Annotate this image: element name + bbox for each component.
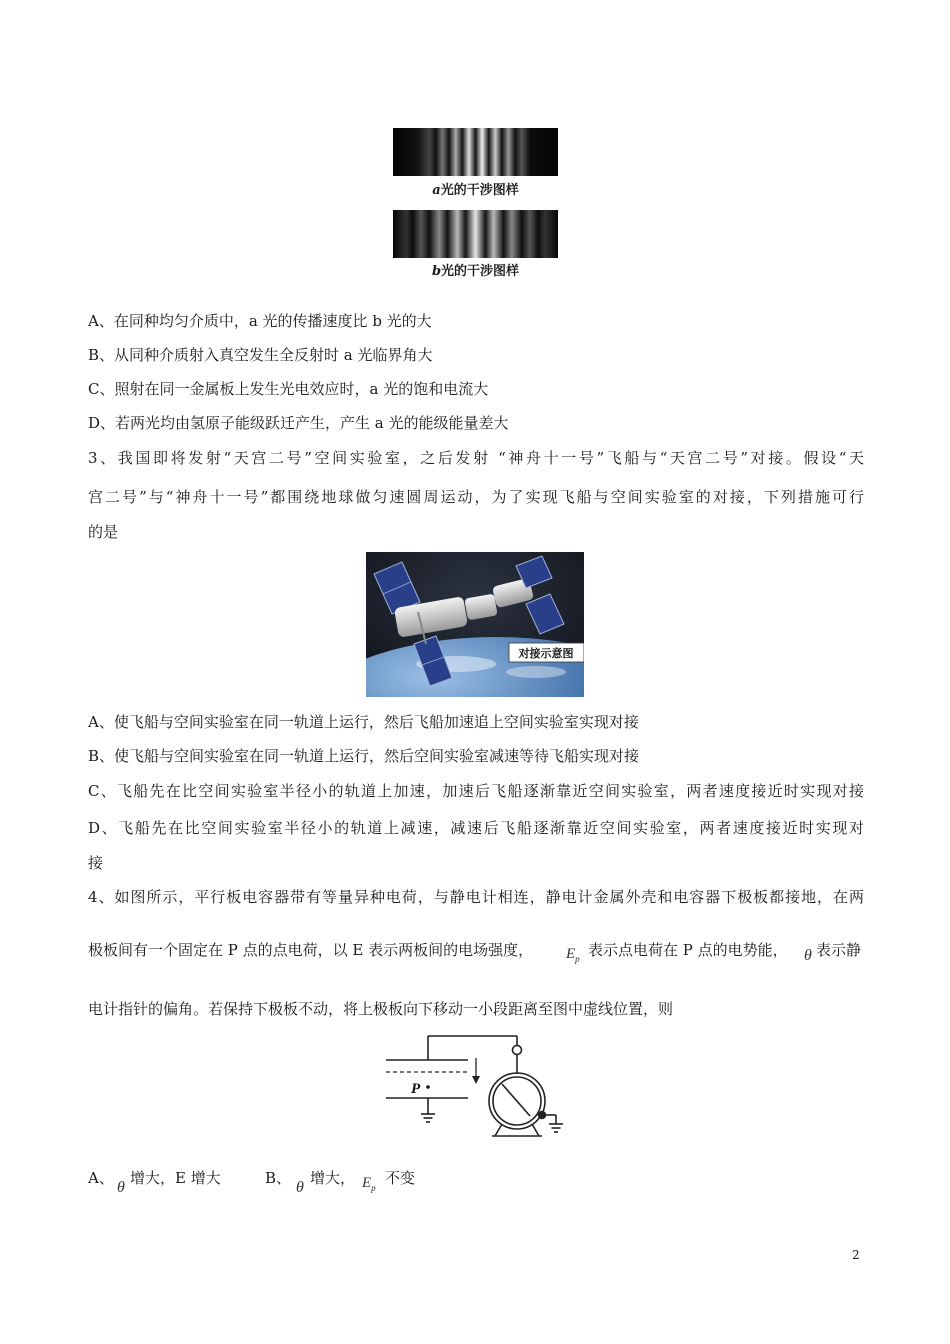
q3-option-c: C、飞船先在比空间实验室半径小的轨道上加速，加速后飞船逐渐靠近空间实验室，两者速度接近时实现对接 <box>88 782 864 800</box>
q4-stem-line2b: 表示点电荷在 P 点的电势能， <box>588 941 788 959</box>
q4-option-a-theta: θ <box>117 1179 125 1196</box>
capacitor-electrometer-diagram <box>380 1032 575 1144</box>
q3-stem-line2: 宫二号”与“神舟十一号”都围绕地球做匀速圆周运动，为了实现飞船与空间实验室的对接，下列措施可行 <box>88 488 864 506</box>
q2-option-d: D、若两光均由氢原子能级跃迁产生，产生 a 光的能级能量差大 <box>88 414 509 432</box>
q4-option-a-text: 增大，E 增大 <box>130 1169 221 1187</box>
interference-pattern-a <box>393 128 558 176</box>
q4-stem-line2c: 表示静 <box>816 941 862 959</box>
docking-illustration <box>366 552 584 697</box>
page-number: 2 <box>852 1248 860 1262</box>
q4-option-b-ep-p: p <box>371 1183 376 1193</box>
caption-b <box>393 260 558 279</box>
q3-option-d: D、飞船先在比空间实验室半径小的轨道上减速，减速后飞船逐渐靠近空间实验室，两者速度接近时实现对 <box>88 819 864 837</box>
q3-option-b: B、使飞船与空间实验室在同一轨道上运行，然后空间实验室减速等待飞船实现对接 <box>88 747 640 765</box>
q2-option-b: B、从同种介质射入真空发生全反射时 a 光临界角大 <box>88 346 433 364</box>
caption-a-text: 光的干涉图样 <box>440 183 519 198</box>
caption-b-var: b <box>431 264 442 279</box>
q4-option-b-label: B、 <box>265 1169 292 1187</box>
q3-stem-line3: 的是 <box>88 523 119 541</box>
q4-sym-ep-p: p <box>575 954 580 964</box>
q4-option-b-ep <box>362 1175 376 1193</box>
q4-sym-theta: θ <box>804 947 812 964</box>
q3-option-a: A、使飞船与空间实验室在同一轨道上运行，然后飞船加速追上空间实验室实现对接 <box>88 713 639 731</box>
q2-option-c: C、照射在同一金属板上发生光电效应时，a 光的饱和电流大 <box>88 380 489 398</box>
q4-stem-line3: 电计指针的偏角。若保持下极板不动，将上极板向下移动一小段距离至图中虚线位置，则 <box>88 1000 674 1018</box>
q2-option-a: A、在同种均匀介质中，a 光的传播速度比 b 光的大 <box>88 312 432 330</box>
interference-pattern-b <box>393 210 558 258</box>
q4-option-b-theta: θ <box>296 1179 304 1196</box>
q4-option-b-text1: 增大， <box>310 1169 356 1187</box>
caption-a <box>393 179 558 198</box>
q3-option-d-cont: 接 <box>88 854 104 872</box>
docking-figure-label: 对接示意图 <box>518 647 574 660</box>
q3-stem-line1: 3、我国即将发射“天宫二号”空间实验室，之后发射 “神舟十一号”飞船与“天宫二号”对接。假设“天 <box>88 449 864 467</box>
q4-option-b-ep-e: E <box>362 1175 372 1191</box>
caption-a-var: a <box>432 183 441 198</box>
q4-sym-ep-e: E <box>566 946 576 962</box>
caption-b-text: 光的干涉图样 <box>441 264 520 279</box>
q4-stem-line2a: 极板间有一个固定在 P 点的点电荷，以 E 表示两板间的电场强度， <box>88 941 534 959</box>
q4-option-a-label: A、 <box>88 1169 114 1187</box>
q4-stem-line1: 4、如图所示，平行板电容器带有等量异种电荷，与静电计相连，静电计金属外壳和电容器下极板都接地，在两 <box>88 888 864 906</box>
diagram-label-p: P <box>411 1081 421 1097</box>
q4-option-b-text2: 不变 <box>385 1169 416 1187</box>
q4-sym-ep <box>566 946 580 964</box>
